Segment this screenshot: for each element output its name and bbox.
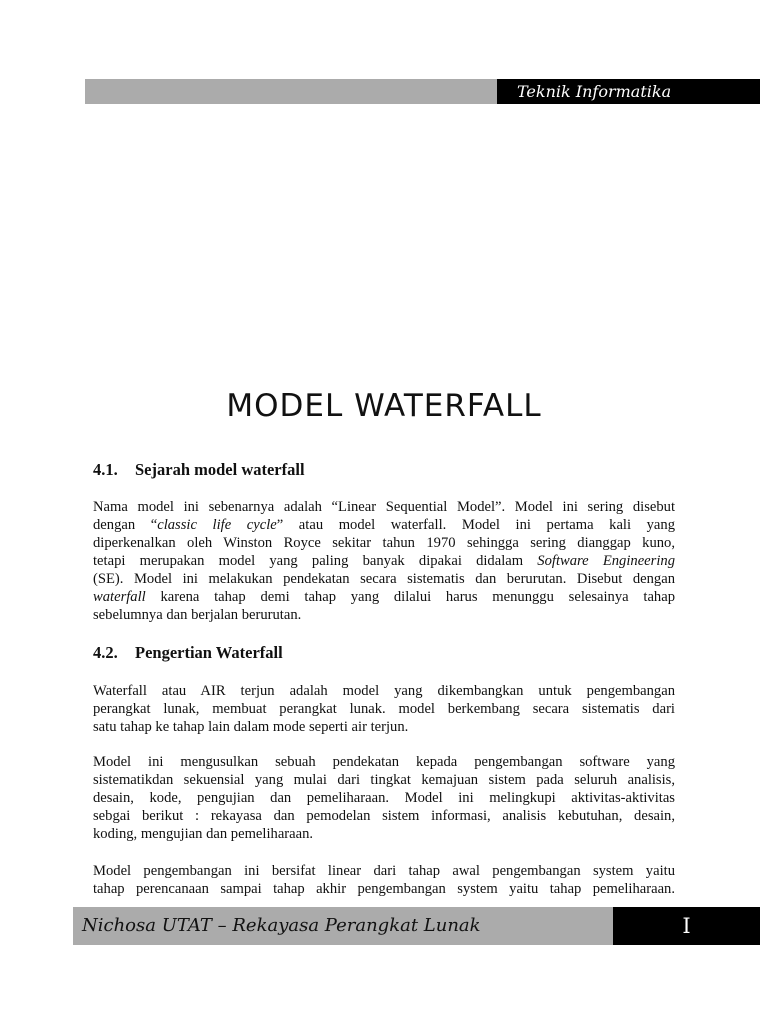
section-title: Sejarah model waterfall [135, 460, 305, 479]
paragraph-history [93, 498, 675, 624]
text-line: Model ini mengusulkan sebuah pendekatan kepada pengembangan software yang [93, 754, 675, 770]
text-line: sebelumnya dan berjalan berurutan. [93, 607, 302, 623]
text-line: diperkenalkan oleh Winston Royce sekitar tahun 1970 sehingga sering dianggap kuno, [93, 535, 675, 551]
text-line: sistematikdan sekuensial yang mulai dari tingkat kemajuan sistem pada seluruh analisis, [93, 772, 675, 788]
page-number: I [613, 907, 760, 945]
text-line: koding, mengujian dan pemeliharaan. [93, 826, 314, 842]
text-line: tahap perencanaan sampai tahap akhir pengembangan system yaitu tahap pemeliharaan. [93, 881, 675, 897]
section-number: 4.1. [93, 460, 118, 479]
section-number: 4.2. [93, 643, 118, 662]
paragraph-definition [93, 682, 675, 736]
section-heading-4-2 [93, 643, 283, 663]
footer-label: Nichosa UTAT – Rekayasa Perangkat Lunak [82, 915, 481, 936]
text-line: perangkat lunak, membuat perangkat lunak. model berkembang secara sistematis dari [93, 701, 675, 717]
text-line: waterfall karena tahap demi tahap yang dilalui harus menunggu selesainya tahap [93, 589, 675, 605]
page-title: MODEL WATERFALL [226, 388, 542, 424]
text-line: Nama model ini sebenarnya adalah “Linear Sequential Model”. Model ini sering disebut [93, 499, 675, 515]
text-line: tetapi merupakan model yang paling banyak dipakai didalam Software Engineering [93, 553, 675, 569]
text-line: desain, kode, pengujian dan pemeliharaan. Model ini melingkupi aktivitas-aktivitas [93, 790, 675, 806]
text-line: sebgai berikut : rekayasa dan pemodelan sistem informasi, analisis kebutuhan, desain, [93, 808, 675, 824]
text-line: satu tahap ke tahap lain dalam mode seperti air terjun. [93, 719, 409, 735]
text-line: Model pengembangan ini bersifat linear dari tahap awal pengembangan system yaitu [93, 863, 675, 879]
paragraph-linear [93, 862, 675, 898]
section-title: Pengertian Waterfall [135, 643, 283, 662]
text-line: dengan “classic life cycle” atau model waterfall. Model ini pertama kali yang [93, 517, 675, 533]
text-line: (SE). Model ini melakukan pendekatan secara sistematis dan berurutan. Disebut dengan [93, 571, 675, 587]
section-heading-4-1 [93, 460, 305, 480]
header-label: Teknik Informatika [497, 79, 760, 104]
text-line: Waterfall atau AIR terjun adalah model yang dikembangkan untuk pengembangan [93, 683, 675, 699]
paragraph-approach [93, 753, 675, 843]
